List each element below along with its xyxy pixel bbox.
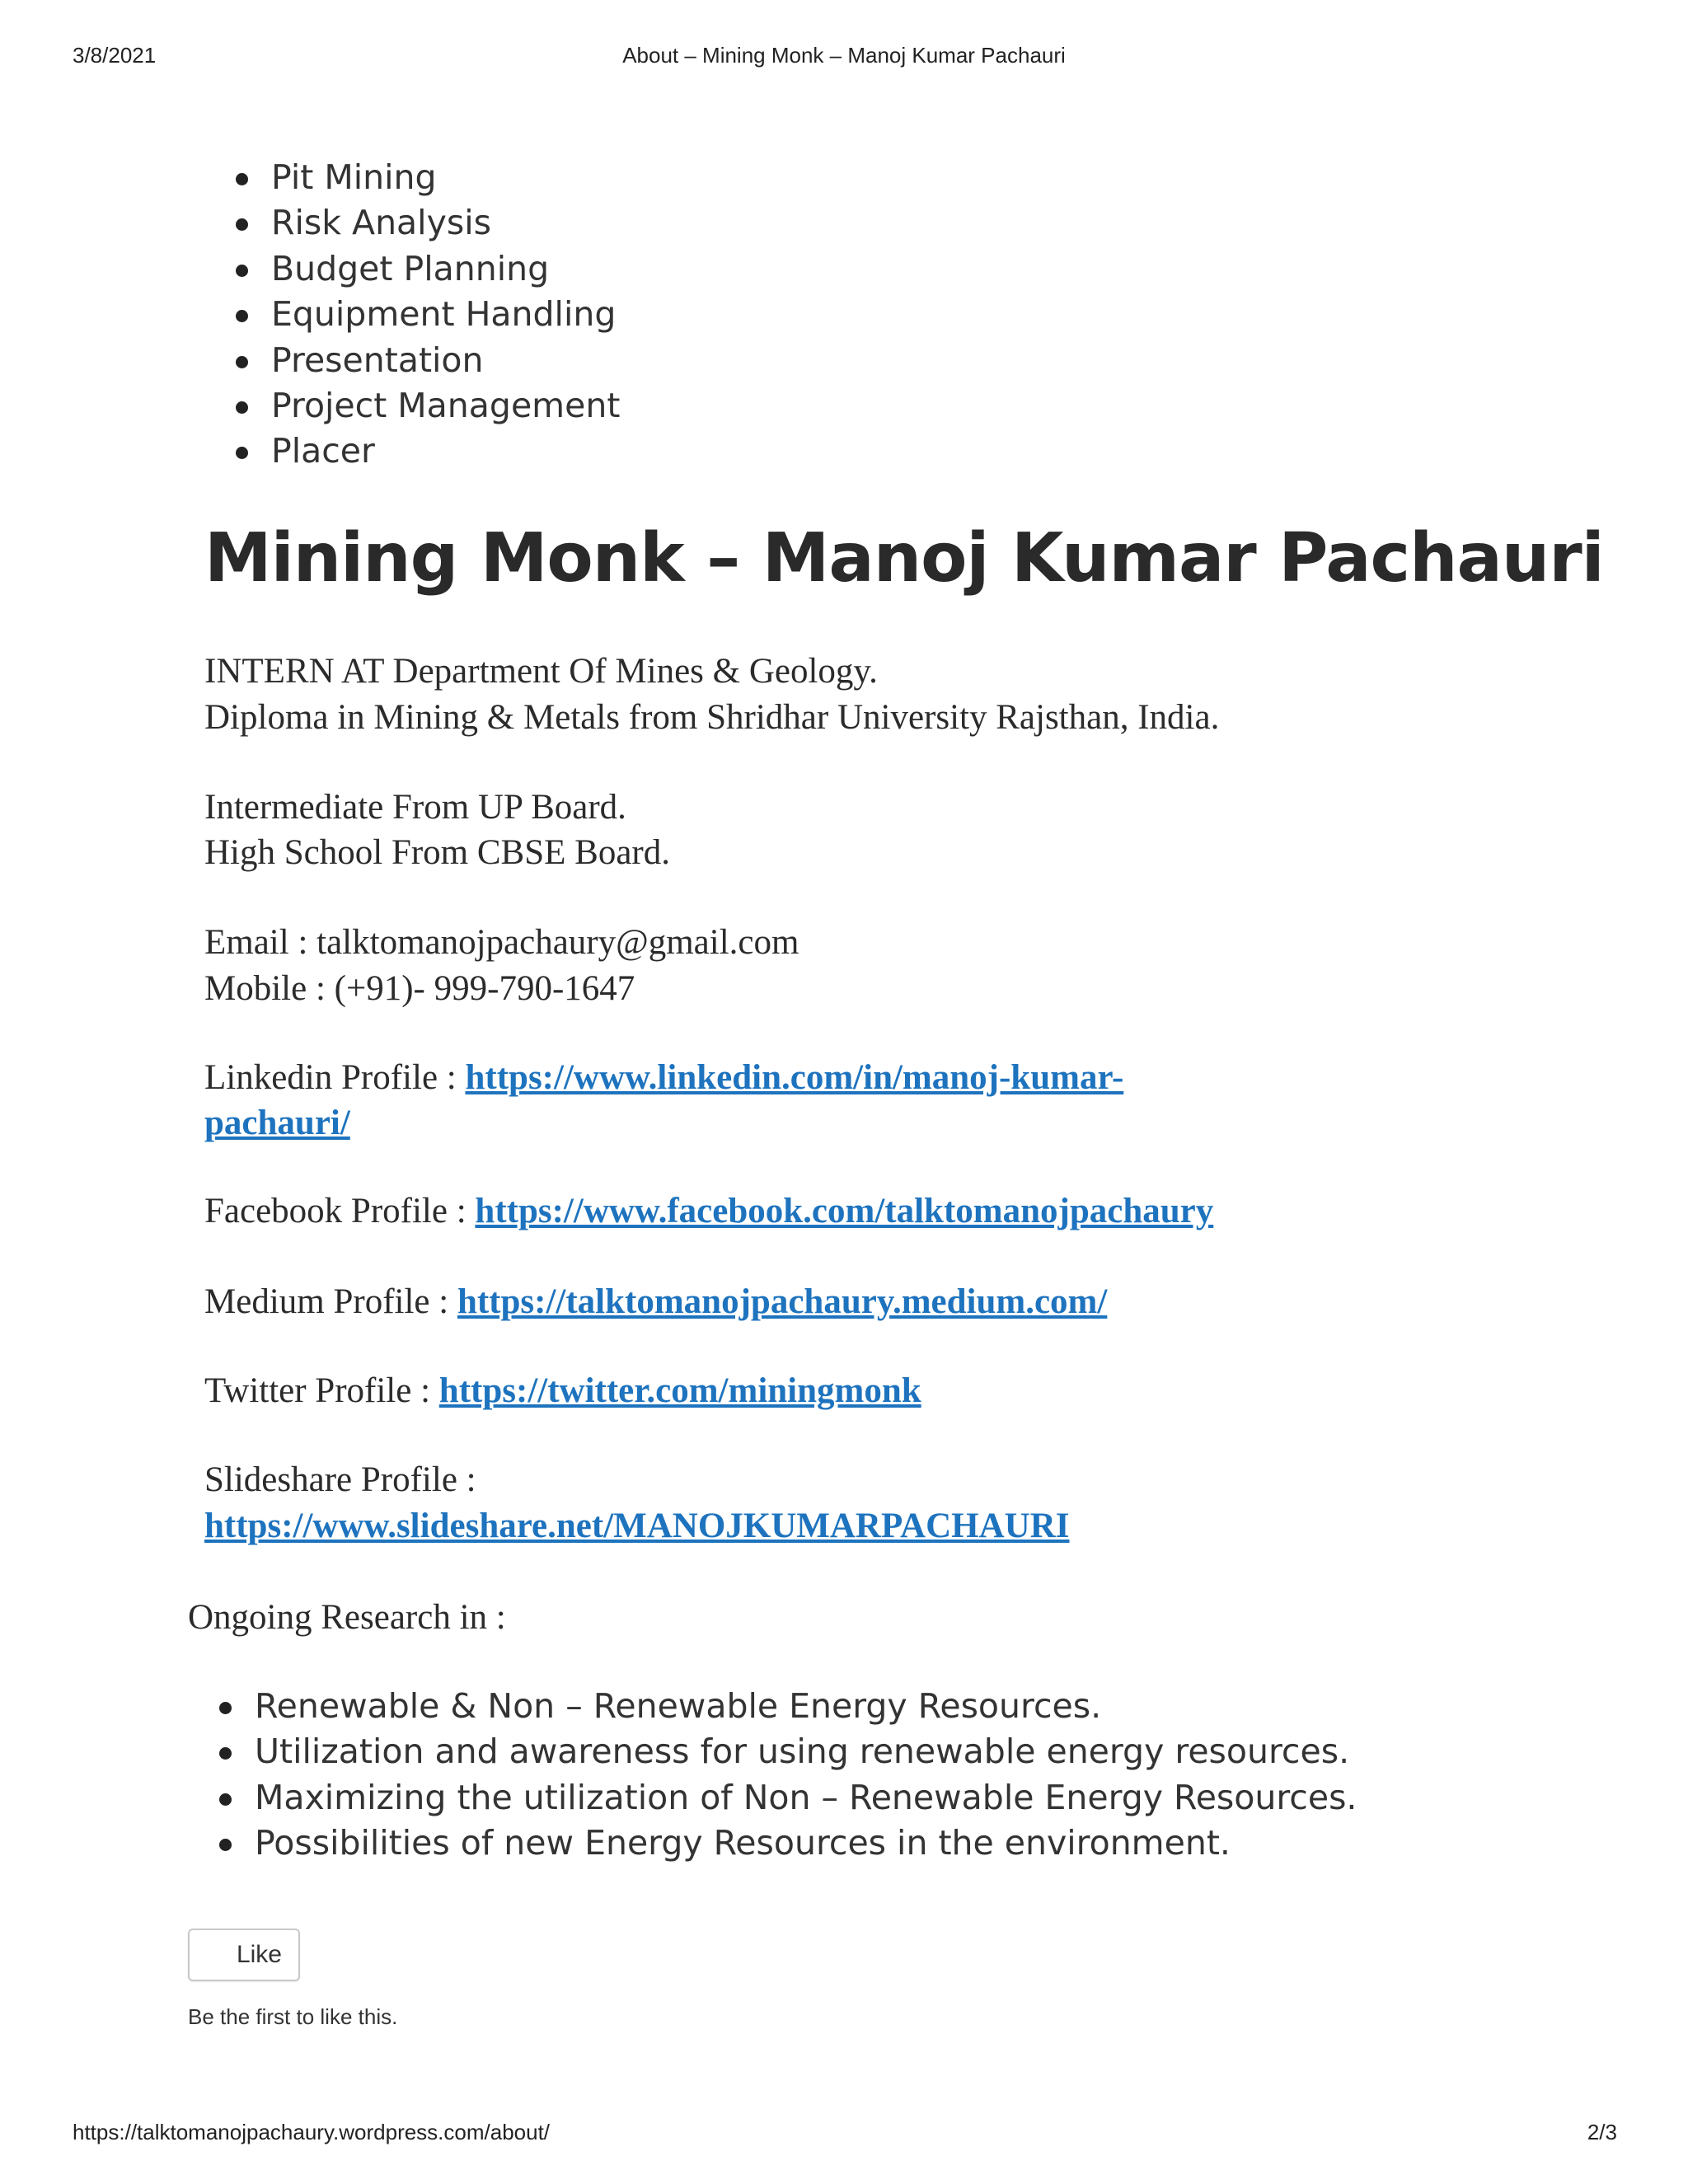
skills-list — [271, 155, 620, 475]
linkedin-link-continued[interactable]: pachauri/ — [204, 1104, 350, 1142]
medium-row — [204, 1279, 1107, 1325]
medium-link[interactable]: https://talktomanojpachaury.medium.com/ — [457, 1282, 1108, 1321]
intermediate-line: Intermediate From UP Board. — [204, 788, 626, 827]
like-widget — [188, 1929, 398, 2029]
skill-item: Equipment Handling — [271, 292, 620, 337]
print-url: https://talktomanojpachaury.wordpress.com/about/ — [73, 2120, 551, 2144]
research-item: Maximizing the utilization of Non – Renewable Energy Resources. — [255, 1775, 1357, 1821]
linkedin-row — [204, 1055, 1123, 1101]
site-title: Mining Monk – Manoj Kumar Pachauri — [204, 519, 1604, 598]
print-page-title: About – Mining Monk – Manoj Kumar Pachauri — [622, 43, 1066, 68]
diploma-line: Diploma in Mining & Metals from Shridhar University Rajsthan, India. — [204, 698, 1220, 737]
twitter-label: Twitter Profile : — [204, 1371, 439, 1410]
research-item: Utilization and awareness for using renewable energy resources. — [255, 1729, 1357, 1774]
email-line: Email : talktomanojpachaury@gmail.com — [204, 923, 799, 962]
linkedin-row-continued — [204, 1100, 350, 1146]
like-note: Be the first to like this. — [188, 2004, 398, 2029]
facebook-link[interactable]: https://www.facebook.com/talktomanojpachaury — [475, 1192, 1214, 1230]
skill-item: Project Management — [271, 383, 620, 429]
skill-item: Placer — [271, 429, 620, 474]
slideshare-row — [204, 1503, 1070, 1549]
intern-line: INTERN AT Department Of Mines & Geology. — [204, 652, 878, 691]
like-button[interactable] — [188, 1929, 300, 1981]
research-item: Possibilities of new Energy Resources in the environment. — [255, 1821, 1357, 1866]
skill-item: Budget Planning — [271, 246, 620, 292]
research-heading: Ongoing Research in : — [188, 1598, 506, 1637]
research-item: Renewable & Non – Renewable Energy Resources. — [255, 1684, 1357, 1729]
skill-item: Risk Analysis — [271, 200, 620, 246]
facebook-row — [204, 1188, 1213, 1235]
linkedin-label: Linkedin Profile : — [204, 1058, 466, 1097]
twitter-link[interactable]: https://twitter.com/miningmonk — [438, 1371, 921, 1410]
print-header — [0, 43, 1688, 73]
skill-item: Pit Mining — [271, 155, 620, 200]
facebook-label: Facebook Profile : — [204, 1192, 476, 1230]
like-button-label: Like — [236, 1941, 282, 1968]
print-date: 3/8/2021 — [73, 43, 157, 68]
high-school-line: High School From CBSE Board. — [204, 833, 671, 872]
print-footer — [0, 2120, 1688, 2149]
linkedin-link[interactable]: https://www.linkedin.com/in/manoj-kumar- — [465, 1058, 1124, 1097]
print-page-number: 2/3 — [1587, 2120, 1617, 2144]
medium-label: Medium Profile : — [204, 1282, 457, 1321]
skill-item: Presentation — [271, 338, 620, 383]
mobile-line: Mobile : (+91)- 999-790-1647 — [204, 969, 635, 1008]
slideshare-link[interactable]: https://www.slideshare.net/MANOJKUMARPACHAURI — [204, 1507, 1070, 1545]
slideshare-label: Slideshare Profile : — [204, 1460, 476, 1499]
twitter-row — [204, 1368, 921, 1414]
research-list — [255, 1684, 1357, 1867]
